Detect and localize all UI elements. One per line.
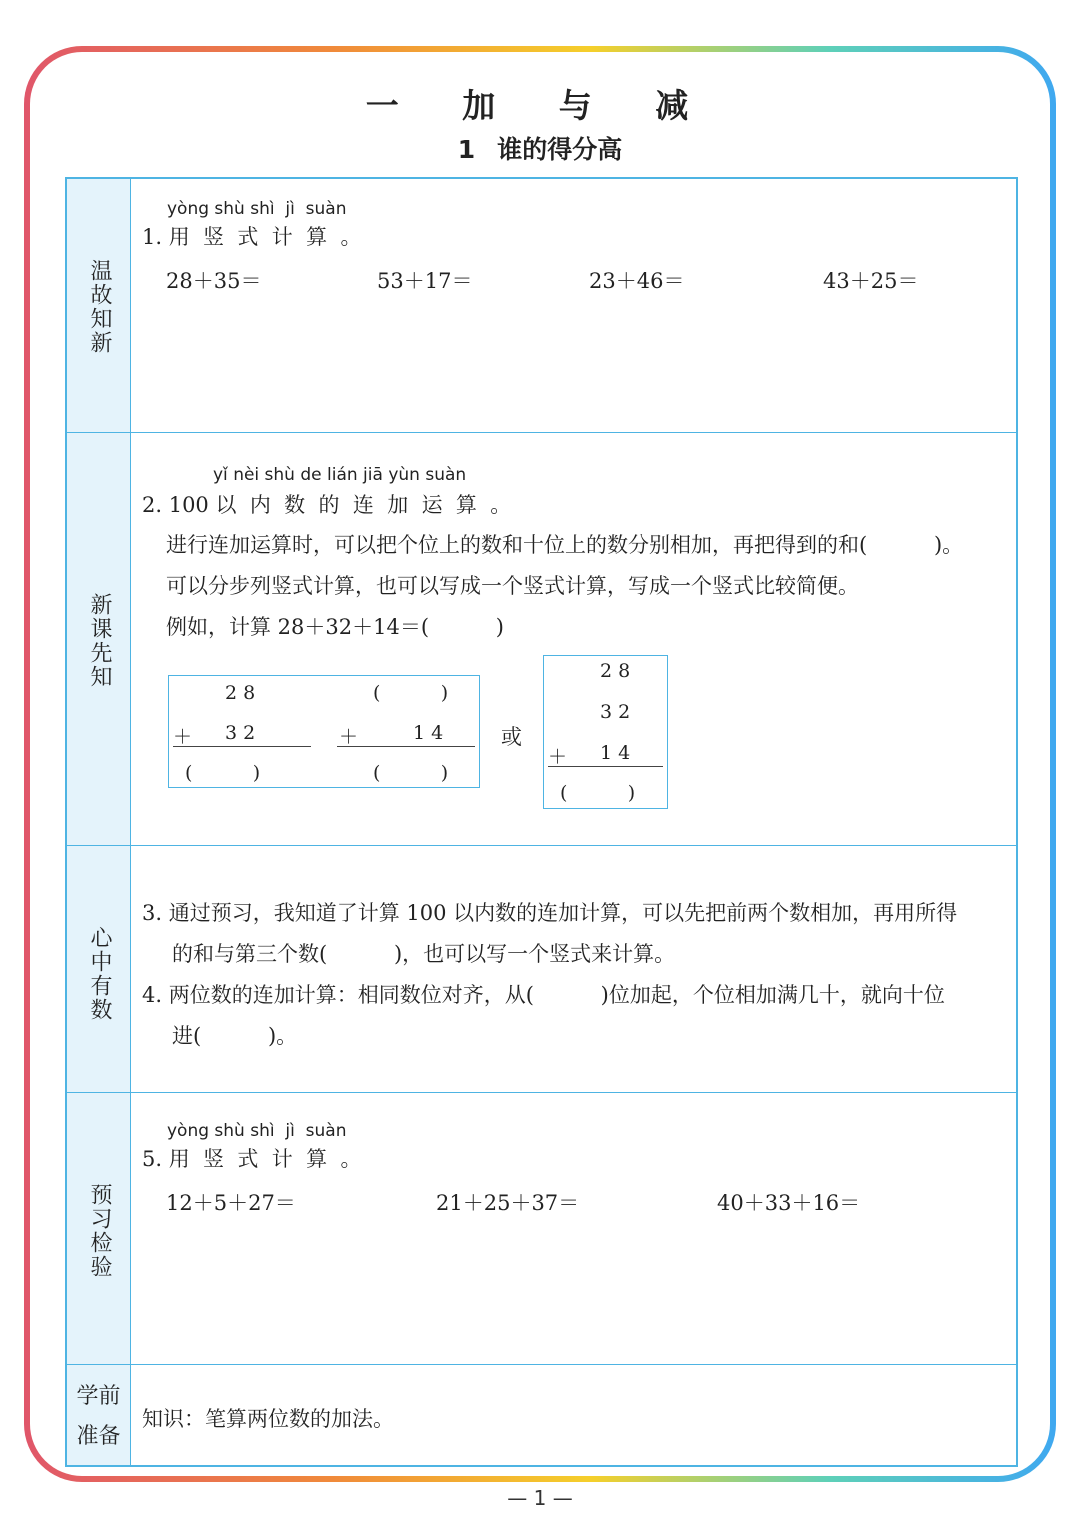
combined-plus: ＋ xyxy=(548,746,568,768)
combined-line xyxy=(548,766,663,767)
page-number: — 1 — xyxy=(507,1486,573,1510)
section-label-xueqian-1: 学前 xyxy=(76,1384,121,1409)
combined-vertical-box xyxy=(543,655,668,809)
question-2: 2. 100 以 内 数 的 连 加 运 算 。 xyxy=(142,493,512,517)
pinyin-q2: yǐ nèi shù de lián jiā yùn suàn xyxy=(213,465,467,485)
combined-result: ( ) xyxy=(560,782,636,804)
problem-5a: 12＋5＋27＝ xyxy=(166,1191,296,1215)
section-xueqian xyxy=(67,1365,1016,1465)
prep-knowledge: 知识：笔算两位数的加法。 xyxy=(142,1407,394,1431)
combined-a: 2 8 xyxy=(600,660,631,682)
lesson-title xyxy=(0,130,1080,166)
problem-5c: 40＋33＋16＝ xyxy=(717,1191,861,1215)
section-xinzhong xyxy=(67,846,1016,1093)
step1-top: 2 8 xyxy=(225,682,256,704)
worksheet-table xyxy=(65,177,1018,1467)
step1-line xyxy=(173,746,311,747)
problem-5b: 21＋25＋37＝ xyxy=(436,1191,580,1215)
section-label-xinzhong: 心中有数 xyxy=(87,926,112,1022)
lesson-number: 1 xyxy=(457,135,476,164)
question-3-line1: 3. 通过预习，我知道了计算 100 以内数的连加计算，可以先把前两个数相加，再用所得 xyxy=(142,901,958,925)
pinyin-q5: yòng shù shì jì suàn xyxy=(167,1121,347,1141)
question-5: 5. 用 竖 式 计 算 。 xyxy=(142,1147,362,1171)
problem-1c: 23＋46＝ xyxy=(589,269,685,293)
step2-result: ( ) xyxy=(373,762,449,784)
section-yuxi xyxy=(67,1093,1016,1365)
section-xinke xyxy=(67,433,1016,846)
step2-addend: 1 4 xyxy=(413,722,444,744)
step2-line xyxy=(337,746,475,747)
question-3-line2: 的和与第三个数( )，也可以写一个竖式来计算。 xyxy=(172,942,676,966)
problem-1b: 53＋17＝ xyxy=(377,269,473,293)
section-label-wengu: 温故知新 xyxy=(87,259,112,355)
combined-b: 3 2 xyxy=(600,701,631,723)
section-label-yuxi: 预习检验 xyxy=(87,1183,112,1279)
problem-1d: 43＋25＝ xyxy=(823,269,919,293)
lesson-name: 谁的得分高 xyxy=(497,135,623,164)
or-label: 或 xyxy=(501,725,522,749)
step2-top: ( ) xyxy=(373,682,449,704)
pinyin-q1: yòng shù shì jì suàn xyxy=(167,199,347,219)
text-2a: 进行连加运算时，可以把个位上的数和十位上的数分别相加，再把得到的和( )。 xyxy=(166,533,964,557)
text-2c: 例如，计算 28＋32＋14＝( ) xyxy=(166,615,504,639)
problem-1a: 28＋35＝ xyxy=(166,269,262,293)
section-label-xinke: 新课先知 xyxy=(87,593,112,689)
step1-addend: 3 2 xyxy=(225,722,256,744)
stepwise-vertical-box xyxy=(168,675,480,788)
unit-title: 一 加 与 减 xyxy=(365,86,715,125)
step1-result: ( ) xyxy=(185,762,261,784)
section-label-xueqian-2: 准备 xyxy=(76,1424,121,1449)
question-1: 1. 用 竖 式 计 算 。 xyxy=(142,225,362,249)
combined-c: 1 4 xyxy=(600,742,631,764)
question-4-line2: 进( )。 xyxy=(172,1024,298,1048)
question-4-line1: 4. 两位数的连加计算：相同数位对齐，从( )位加起，个位相加满几十，就向十位 xyxy=(142,983,945,1007)
text-2b: 可以分步列竖式计算，也可以写成一个竖式计算，写成一个竖式比较简便。 xyxy=(166,574,859,598)
step2-plus: ＋ xyxy=(339,726,359,748)
section-label-xueqian xyxy=(67,1385,130,1449)
section-wengu xyxy=(67,179,1016,433)
step1-plus: ＋ xyxy=(173,726,193,748)
